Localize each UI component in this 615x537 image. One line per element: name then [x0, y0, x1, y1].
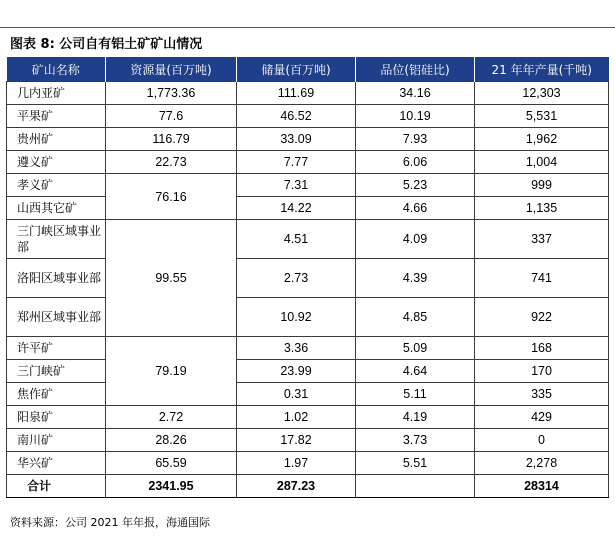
table-row [7, 82, 609, 105]
mine-name: 遵义矿 [7, 151, 106, 174]
reserve-cell: 1.97 [237, 452, 356, 475]
header-output: 21 年年产量(千吨) [475, 57, 609, 82]
header-mine-name: 矿山名称 [7, 57, 106, 82]
header-resource: 资源量(百万吨) [106, 57, 237, 82]
table-row [7, 220, 609, 259]
resource-cell: 116.79 [106, 128, 237, 151]
mine-name: 洛阳区域事业部 [7, 259, 106, 298]
grade-cell: 4.85 [356, 298, 475, 337]
grade-cell: 4.09 [356, 220, 475, 259]
reserve-cell: 7.31 [237, 174, 356, 197]
mine-name: 三门峡区域事业部 [7, 220, 106, 259]
grade-cell: 5.09 [356, 337, 475, 360]
grade-cell: 7.93 [356, 128, 475, 151]
total-output: 28314 [475, 475, 609, 498]
total-row [7, 475, 609, 498]
table-row [7, 406, 609, 429]
header-row [7, 57, 609, 82]
reserve-cell: 23.99 [237, 360, 356, 383]
output-cell: 5,531 [475, 105, 609, 128]
mine-name: 许平矿 [7, 337, 106, 360]
grade-cell: 34.16 [356, 82, 475, 105]
grade-cell: 5.23 [356, 174, 475, 197]
table-row [7, 360, 609, 383]
output-cell: 337 [475, 220, 609, 259]
output-cell: 741 [475, 259, 609, 298]
reserve-cell: 7.77 [237, 151, 356, 174]
output-cell: 1,004 [475, 151, 609, 174]
mine-name: 贵州矿 [7, 128, 106, 151]
total-grade [356, 475, 475, 498]
mine-name: 华兴矿 [7, 452, 106, 475]
mine-name: 几内亚矿 [7, 82, 106, 105]
grade-cell: 6.06 [356, 151, 475, 174]
reserve-cell: 2.73 [237, 259, 356, 298]
top-rule [0, 27, 615, 28]
output-cell: 922 [475, 298, 609, 337]
table-row [7, 151, 609, 174]
table-row [7, 429, 609, 452]
grade-cell: 10.19 [356, 105, 475, 128]
resource-cell-merged: 76.16 [106, 174, 237, 220]
table-row [7, 105, 609, 128]
table-row [7, 128, 609, 151]
output-cell: 2,278 [475, 452, 609, 475]
resource-cell: 1,773.36 [106, 82, 237, 105]
reserve-cell: 3.36 [237, 337, 356, 360]
mine-name: 南川矿 [7, 429, 106, 452]
output-cell: 335 [475, 383, 609, 406]
table-row [7, 197, 609, 220]
resource-cell: 65.59 [106, 452, 237, 475]
reserve-cell: 10.92 [237, 298, 356, 337]
mine-name: 山西其它矿 [7, 197, 106, 220]
output-cell: 12,303 [475, 82, 609, 105]
total-resource: 2341.95 [106, 475, 237, 498]
table-row [7, 337, 609, 360]
output-cell: 0 [475, 429, 609, 452]
mine-name: 焦作矿 [7, 383, 106, 406]
resource-cell-merged: 79.19 [106, 337, 237, 406]
figure-title: 图表 8: 公司自有铝土矿矿山情况 [10, 37, 203, 52]
table-row [7, 259, 609, 298]
reserve-cell: 0.31 [237, 383, 356, 406]
output-cell: 999 [475, 174, 609, 197]
grade-cell: 5.11 [356, 383, 475, 406]
header-grade: 品位(铝硅比) [356, 57, 475, 82]
table-row [7, 383, 609, 406]
resource-cell: 77.6 [106, 105, 237, 128]
resource-cell-merged: 99.55 [106, 220, 237, 337]
source-note: 资料来源：公司 2021 年年报，海通国际 [10, 516, 210, 529]
resource-cell: 22.73 [106, 151, 237, 174]
grade-cell: 4.19 [356, 406, 475, 429]
grade-cell: 4.66 [356, 197, 475, 220]
reserve-cell: 111.69 [237, 82, 356, 105]
table-row [7, 298, 609, 337]
reserve-cell: 14.22 [237, 197, 356, 220]
output-cell: 1,962 [475, 128, 609, 151]
output-cell: 168 [475, 337, 609, 360]
output-cell: 429 [475, 406, 609, 429]
resource-cell: 28.26 [106, 429, 237, 452]
grade-cell: 4.39 [356, 259, 475, 298]
header-reserve: 储量(百万吨) [237, 57, 356, 82]
mine-name: 阳泉矿 [7, 406, 106, 429]
reserve-cell: 4.51 [237, 220, 356, 259]
reserve-cell: 1.02 [237, 406, 356, 429]
resource-cell: 2.72 [106, 406, 237, 429]
output-cell: 1,135 [475, 197, 609, 220]
grade-cell: 3.73 [356, 429, 475, 452]
mine-name: 孝义矿 [7, 174, 106, 197]
total-label: 合计 [7, 475, 106, 498]
table-row [7, 174, 609, 197]
grade-cell: 5.51 [356, 452, 475, 475]
table-row [7, 452, 609, 475]
grade-cell: 4.64 [356, 360, 475, 383]
total-reserve: 287.23 [237, 475, 356, 498]
reserve-cell: 17.82 [237, 429, 356, 452]
mine-name: 郑州区域事业部 [7, 298, 106, 337]
output-cell: 170 [475, 360, 609, 383]
mine-name: 平果矿 [7, 105, 106, 128]
reserve-cell: 46.52 [237, 105, 356, 128]
mine-name: 三门峡矿 [7, 360, 106, 383]
bauxite-mines-table [6, 57, 609, 498]
reserve-cell: 33.09 [237, 128, 356, 151]
